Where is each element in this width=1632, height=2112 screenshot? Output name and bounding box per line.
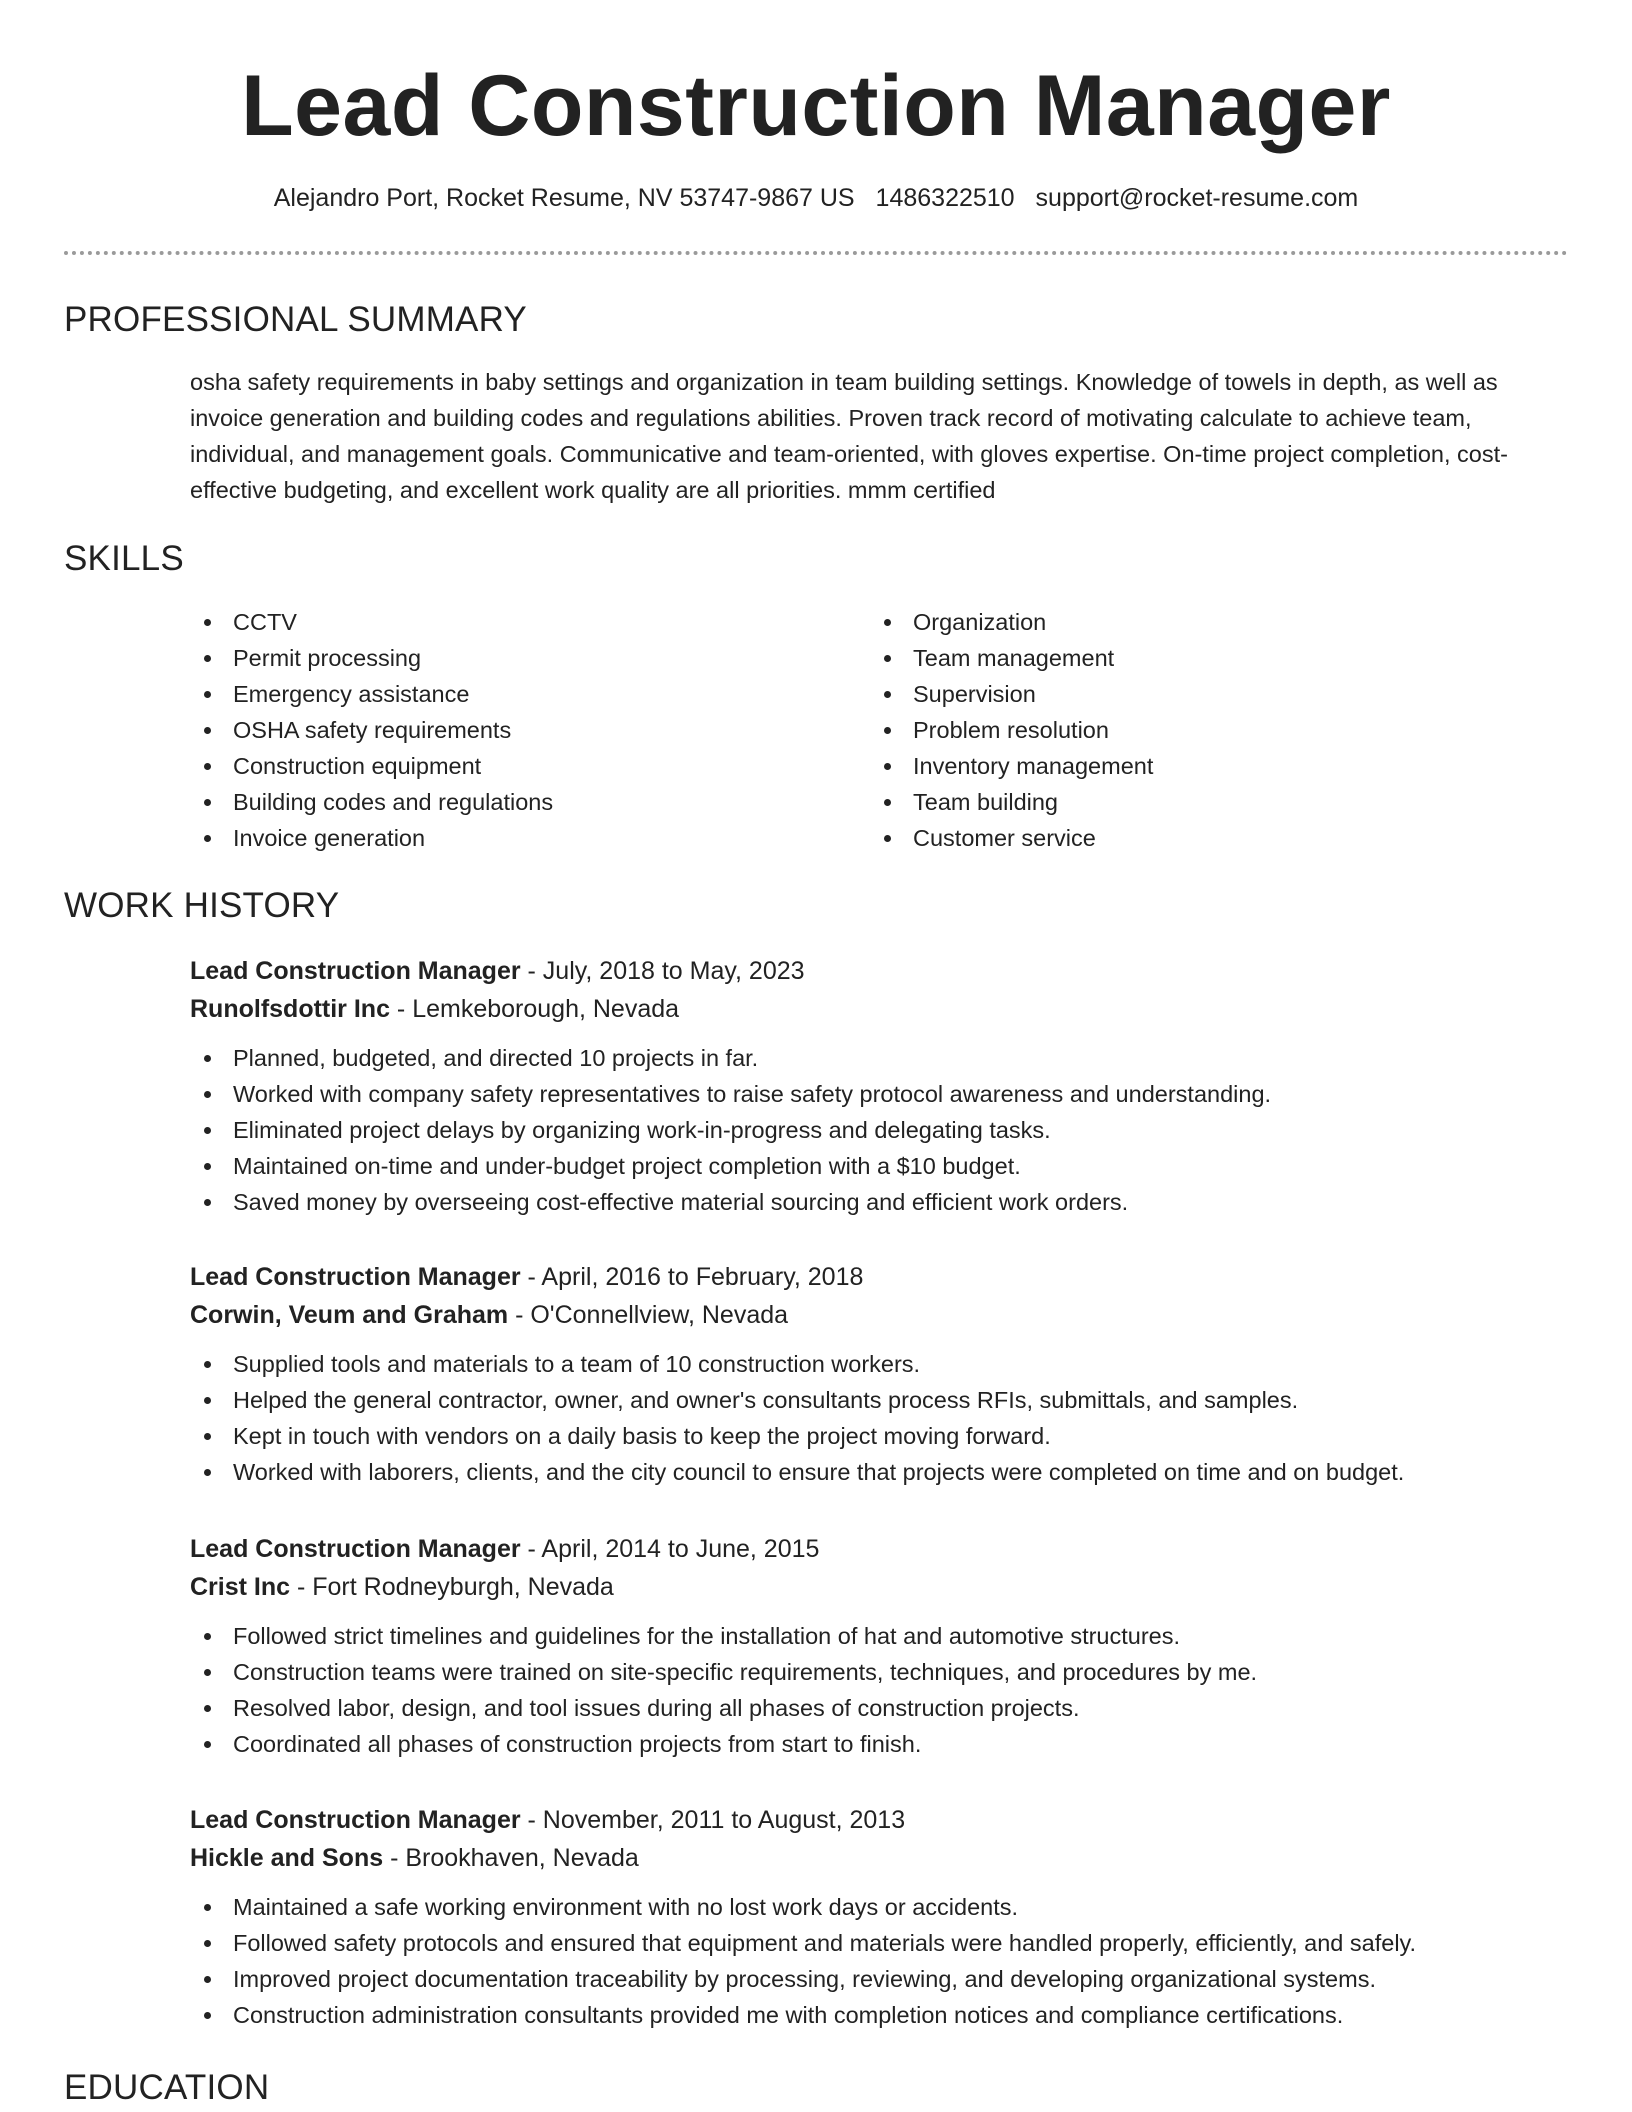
header-divider [64,251,1568,255]
job-bullet: Planned, budgeted, and directed 10 projects in far. [190,1040,1570,1076]
job-title-line [190,952,1570,990]
job-location: - Lemkeborough, Nevada [389,995,680,1023]
job-company-line [190,1839,1570,1877]
job-title-line [190,1258,1570,1296]
job-bullets [190,1346,1570,1490]
job-entry [190,1530,1570,1762]
job-title-line [190,1530,1570,1568]
job-company: Hickle and Sons [190,1844,384,1872]
job-bullet: Worked with company safety representatives to raise safety protocol awareness and understanding. [190,1076,1570,1112]
job-company: Runolfsdottir Inc [190,995,390,1023]
skill-item: Emergency assistance [190,676,850,712]
skill-item: Construction equipment [190,748,850,784]
job-bullet: Construction administration consultants provided me with completion notices and compliance certifications. [190,1997,1570,2033]
job-dates: - July, 2018 to May, 2023 [520,957,805,985]
job-title: Lead Construction Manager [190,957,521,985]
job-location: - O'Connellview, Nevada [508,1301,789,1329]
work-history-heading: WORK HISTORY [64,886,340,925]
job-bullet: Resolved labor, design, and tool issues during all phases of construction projects. [190,1690,1570,1726]
contact-phone: 1486322510 [875,184,1015,212]
job-location: - Fort Rodneyburgh, Nevada [290,1573,614,1601]
job-bullet: Eliminated project delays by organizing work-in-progress and delegating tasks. [190,1112,1570,1148]
skill-item: Permit processing [190,640,850,676]
job-bullet: Kept in touch with vendors on a daily basis to keep the project moving forward. [190,1418,1570,1454]
skill-item: OSHA safety requirements [190,712,850,748]
skills-heading: SKILLS [64,539,184,578]
job-title: Lead Construction Manager [190,1806,521,1834]
job-title-line [190,1801,1570,1839]
job-entry [190,952,1570,1220]
job-company-line [190,1568,1570,1606]
job-bullets [190,1040,1570,1220]
job-title: Lead Construction Manager [190,1263,521,1291]
skill-item: Building codes and regulations [190,784,850,820]
job-company: Corwin, Veum and Graham [190,1301,509,1329]
skill-item: Problem resolution [870,712,1530,748]
job-title: Lead Construction Manager [190,1535,521,1563]
skill-item: Invoice generation [190,820,850,856]
job-bullet: Helped the general contractor, owner, and owner's consultants process RFIs, submittals, and samples. [190,1382,1570,1418]
job-company-line [190,1296,1570,1334]
job-bullet: Saved money by overseeing cost-effective material sourcing and efficient work orders. [190,1184,1570,1220]
job-bullet: Coordinated all phases of construction projects from start to finish. [190,1726,1570,1762]
job-dates: - November, 2011 to August, 2013 [520,1806,906,1834]
summary-heading: PROFESSIONAL SUMMARY [64,300,527,339]
job-bullet: Worked with laborers, clients, and the city council to ensure that projects were completed on time and on budget. [190,1454,1570,1490]
education-heading: EDUCATION [64,2068,270,2107]
job-entry [190,1801,1570,2033]
contact-line [0,182,1632,214]
contact-email: support@rocket-resume.com [1035,184,1359,212]
skill-item: CCTV [190,604,850,640]
job-company-line [190,990,1570,1028]
job-bullet: Maintained on-time and under-budget project completion with a $10 budget. [190,1148,1570,1184]
job-bullet: Followed strict timelines and guidelines for the installation of hat and automotive structures. [190,1618,1570,1654]
skills-list-right [870,604,1530,856]
job-entry [190,1258,1570,1490]
skill-item: Team management [870,640,1530,676]
job-bullets [190,1889,1570,2033]
summary-text: osha safety requirements in baby settings and organization in team building settings. Knowledge of towels in depth, as well as invoice generation and building codes and regulations abilities. Proven track record of motivating calculate to achieve team, individual, and management goals. Communicative and team-oriented, with gloves expertise. On-time project completion, cost-effective budgeting, and excellent work quality are all priorities. mmm certified [190,369,1508,503]
skill-item: Organization [870,604,1530,640]
resume-name: Lead Construction Manager [241,58,1391,154]
job-bullet: Improved project documentation traceability by processing, reviewing, and developing organizational systems. [190,1961,1570,1997]
job-bullet: Construction teams were trained on site-specific requirements, techniques, and procedures by me. [190,1654,1570,1690]
job-bullet: Followed safety protocols and ensured that equipment and materials were handled properly, efficiently, and safely. [190,1925,1570,1961]
job-bullet: Supplied tools and materials to a team of 10 construction workers. [190,1346,1570,1382]
skill-item: Inventory management [870,748,1530,784]
job-dates: - April, 2016 to February, 2018 [520,1263,864,1291]
job-dates: - April, 2014 to June, 2015 [520,1535,820,1563]
job-company: Crist Inc [190,1573,291,1601]
skill-item: Customer service [870,820,1530,856]
skill-item: Team building [870,784,1530,820]
job-bullets [190,1618,1570,1762]
skills-list-left [190,604,850,856]
job-location: - Brookhaven, Nevada [383,1844,639,1872]
contact-address: Alejandro Port, Rocket Resume, NV 53747-9867 US [273,184,855,212]
job-bullet: Maintained a safe working environment with no lost work days or accidents. [190,1889,1570,1925]
skill-item: Supervision [870,676,1530,712]
